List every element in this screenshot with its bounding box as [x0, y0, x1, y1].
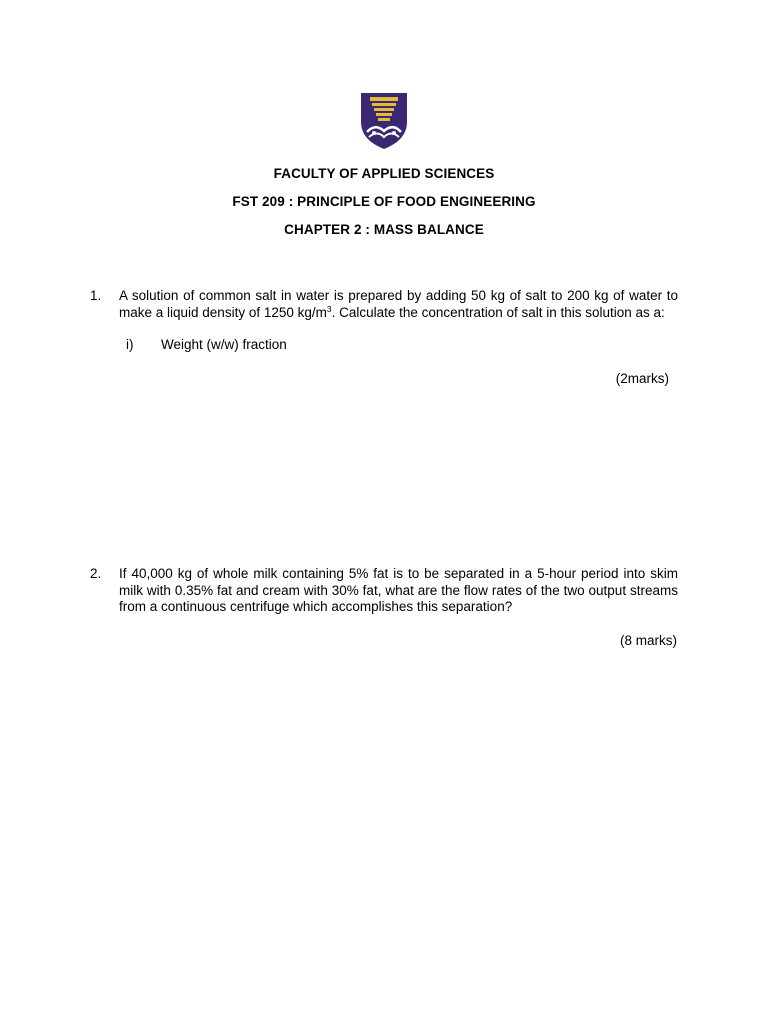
- question-2-text: If 40,000 kg of whole milk containing 5% fat is to be separated in a 5-hour period into skim milk with 0.35% fat and cream with 30% fat, what are the flow rates of the two output streams from a continuous centrifuge which accomplishes this separation?: [119, 566, 678, 614]
- question-1-number: 1.: [90, 288, 102, 303]
- question-1-sub-number: i): [126, 337, 134, 352]
- cubic-superscript: 3: [326, 303, 332, 314]
- question-1-text: [119, 288, 678, 321]
- question-1-marks: (2marks): [615, 371, 669, 386]
- chapter-heading: CHAPTER 2 : MASS BALANCE: [284, 222, 484, 237]
- faculty-heading: FACULTY OF APPLIED SCIENCES: [273, 166, 495, 181]
- course-heading: FST 209 : PRINCIPLE OF FOOD ENGINEERING: [232, 194, 536, 209]
- university-crest-icon: [359, 92, 409, 150]
- question-2-number: 2.: [90, 566, 102, 581]
- question-1-text-end: . Calculate the concentration of salt in this solution as a:: [331, 304, 665, 320]
- question-1-text-main: A solution of common salt in water is prepared by adding 50 kg of salt to 200 kg of water to make a liquid density of 1250 kg/m: [119, 288, 678, 320]
- question-1-sub-text: Weight (w/w) fraction: [161, 337, 287, 352]
- question-2-marks: (8 marks): [620, 633, 677, 648]
